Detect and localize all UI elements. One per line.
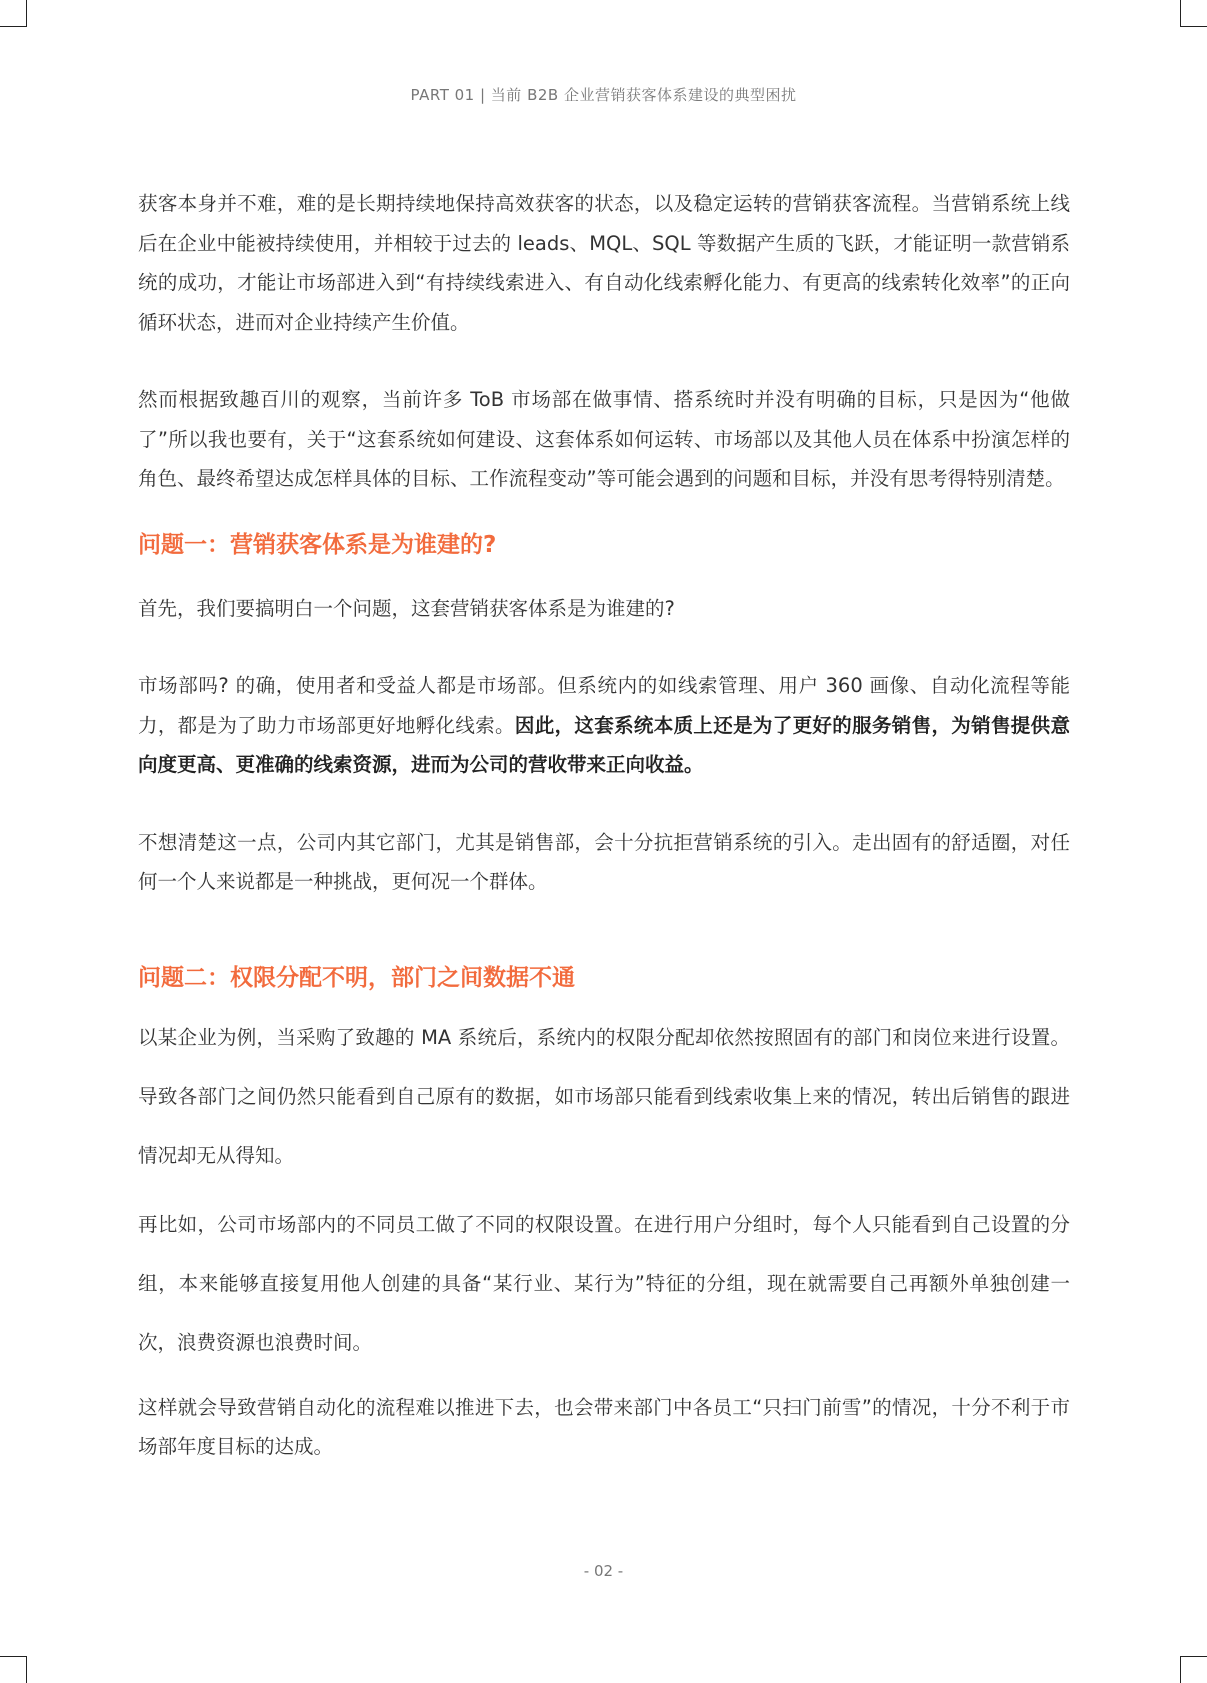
intro-paragraph-1: 获客本身并不难，难的是长期持续地保持高效获客的状态，以及稳定运转的营销获客流程。当营销系统上线后在企业中能被持续使用，并相较于过去的 leads、MQL、SQL 等数据产生质的飞跃，才能证明一款营销系统的成功，才能让市场部进入到“有持续线索进入、有自动化线索孵化能力、有更高的线索转化效率”的正向循环状态，进而对企业持续产生价值。 xyxy=(138,192,1070,334)
question-1-paragraph-2-emphasis: 因此，这套系统本质上还是为了更好的服务销售，为销售提供意向度更高、更准确的线索资源，进而为公司的营收带来正向收益。 xyxy=(138,713,1070,776)
crop-mark-bottom-right xyxy=(1180,1656,1207,1683)
page-number: - 02 - xyxy=(583,1562,624,1580)
crop-mark-top-right xyxy=(1180,0,1207,27)
page-content xyxy=(138,184,1070,1467)
crop-mark-bottom-left xyxy=(0,1656,27,1683)
intro-paragraph-2: 然而根据致趣百川的观察，当前许多 ToB 市场部在做事情、搭系统时并没有明确的目标，只是因为“他做了”所以我也要有，关于“这套系统如何建设、这套体系如何运转、市场部以及其他人员在体系中扮演怎样的角色、最终希望达成怎样具体的目标、工作流程变动”等可能会遇到的问题和目标，并没有思考得特别清楚。 xyxy=(138,388,1070,490)
question-1-heading: 问题一：营销获客体系是为谁建的? xyxy=(138,531,497,558)
question-2-paragraph-3: 这样就会导致营销自动化的流程难以推进下去，也会带来部门中各员工“只扫门前雪”的情况，十分不利于市场部年度目标的达成。 xyxy=(138,1395,1070,1458)
running-header: PART 01 | 当前 B2B 企业营销获客体系建设的典型困扰 xyxy=(410,86,797,104)
question-1-paragraph-3: 不想清楚这一点，公司内其它部门，尤其是销售部，会十分抗拒营销系统的引入。走出固有的舒适圈，对任何一个人来说都是一种挑战，更何况一个群体。 xyxy=(138,830,1070,893)
question-2-paragraph-1: 以某企业为例，当采购了致趣的 MA 系统后，系统内的权限分配却依然按照固有的部门和岗位来进行设置。导致各部门之间仍然只能看到自己原有的数据，如市场部只能看到线索收集上来的情况，转出后销售的跟进情况却无从得知。 xyxy=(138,1025,1070,1167)
question-1-paragraph-2-text: 市场部吗? 的确，使用者和受益人都是市场部。但系统内的如线索管理、用户 360 画像、自动化流程等能力，都是为了助力市场部更好地孵化线索。 xyxy=(138,674,1070,737)
crop-mark-top-left xyxy=(0,0,27,27)
question-2-paragraph-2: 再比如，公司市场部内的不同员工做了不同的权限设置。在进行用户分组时，每个人只能看到自己设置的分组，本来能够直接复用他人创建的具备“某行业、某行为”特征的分组，现在就需要自己再额外单独创建一次，浪费资源也浪费时间。 xyxy=(138,1212,1070,1354)
question-1-paragraph-2 xyxy=(138,666,1070,785)
question-1-paragraph-1: 首先，我们要搞明白一个问题，这套营销获客体系是为谁建的? xyxy=(138,596,675,620)
question-2-heading: 问题二：权限分配不明，部门之间数据不通 xyxy=(138,964,575,991)
